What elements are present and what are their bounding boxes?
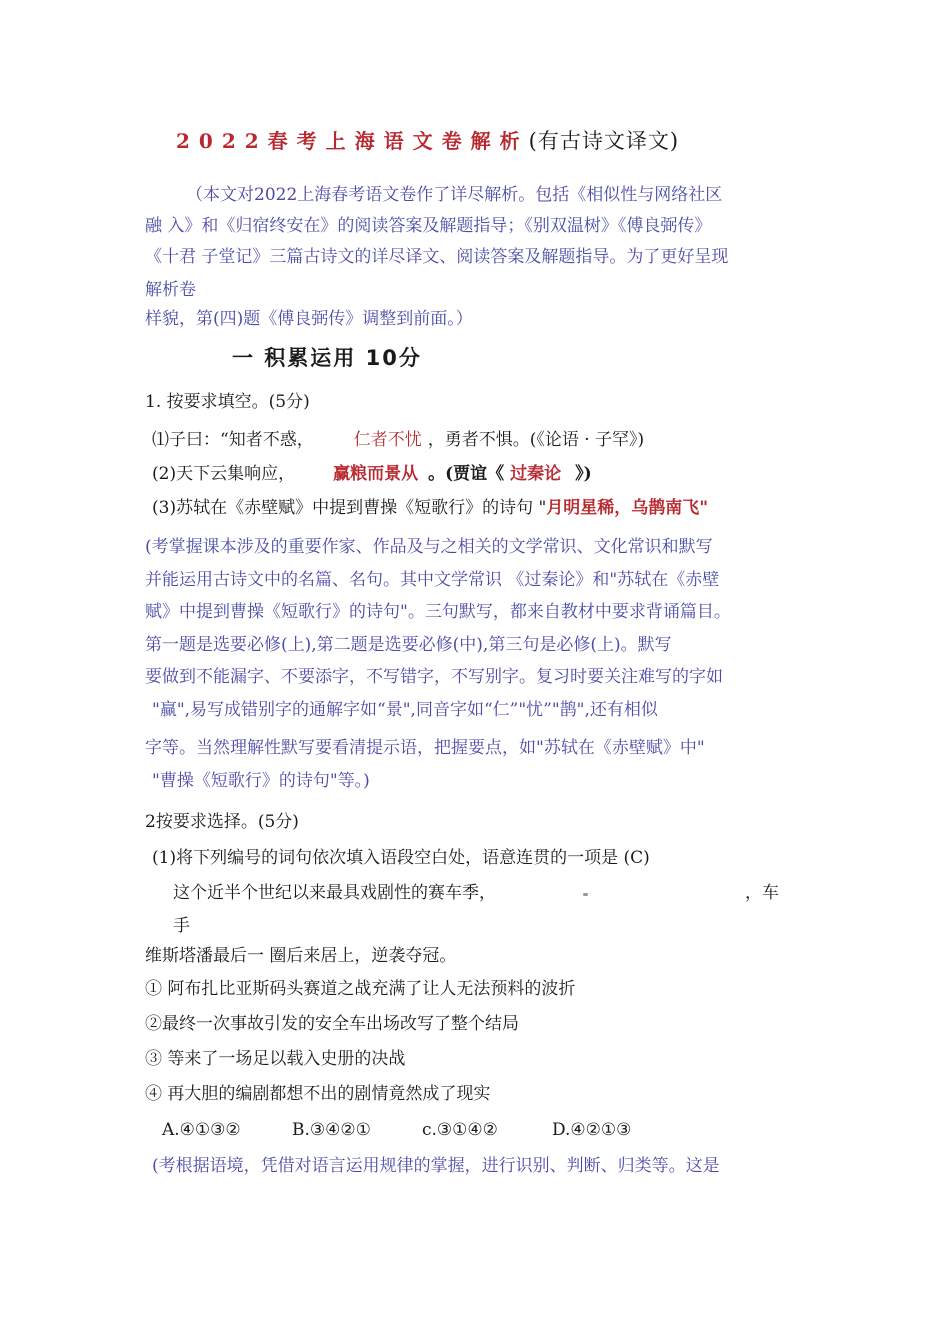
title-main: 2022春考上海语文卷解析 (176, 129, 529, 153)
q2-stem: 2按要求选择。(5分) (145, 812, 299, 832)
q1-analysis-2: 并能运用古诗文中的名篇、名句。其中文学常识 《过秦论》和"苏轼在《赤壁 (145, 570, 720, 590)
q2-passage-2: ，车 (745, 883, 779, 903)
q2-option-2: ②最终一次事故引发的安全车出场改写了整个结局 (145, 1014, 519, 1034)
page-title (176, 130, 679, 152)
q1-analysis-5: 要做到不能漏字、不要添字，不写错字，不写别字。复习时要关注难写的字如 (145, 667, 723, 687)
q2-choice-b: B.③④②① (292, 1120, 371, 1140)
q1-item-2-post: 》) (575, 464, 592, 484)
q2-analysis: (考根据语境，凭借对语言运用规律的掌握，进行识别、判断、归类等。这是 (152, 1156, 720, 1176)
q1-item-1-post: ，勇者不惧。(《论语 · 子罕》) (427, 430, 645, 450)
q1-analysis-3: 赋》中提到曹操《短歌行》的诗句"。三句默写，都来自教材中要求背诵篇目。 (145, 602, 731, 622)
q1-item-2 (152, 463, 592, 485)
title-sub: (有古诗文译文) (528, 129, 680, 153)
q1-item-2-answer: 赢粮而景从 (333, 464, 419, 484)
section-heading (232, 347, 422, 369)
intro-line-4: 解析卷 (145, 280, 196, 300)
q2-passage-3: 手 (173, 916, 190, 936)
q1-analysis-1: (考掌握课本涉及的重要作家、作品及与之相关的文学常识、文化常识和默写 (145, 537, 713, 557)
q2-sub1: (1)将下列编号的词句依次填入语段空白处，语意连贯的一项是 (C) (152, 848, 650, 868)
q2-choice-d: D.④②①③ (552, 1120, 632, 1140)
q1-item-1 (152, 429, 644, 451)
q1-analysis-6: "赢",易写成错别字的通解字如“景",同音字如“仁”"忧”"鹊",还有相似 (152, 700, 658, 720)
q1-item-3-answer: 月明星稀，乌鹊南飞" (546, 498, 709, 518)
section-score: 10分 (365, 346, 422, 370)
section-label: 一 积累运用 (232, 345, 357, 370)
q1-item-1-pre: ⑴子曰：“知者不惑， (152, 430, 314, 450)
q2-choice-a: A.④①③② (162, 1120, 241, 1140)
blank-mark (583, 893, 588, 896)
q2-choice-c: c.③①④② (422, 1120, 498, 1140)
intro-line-5: 样貌，第(四)题《傅良弼传》调整到前面。） (145, 309, 473, 329)
q1-item-1-answer: 仁者不忧 (353, 430, 422, 450)
q1-stem: 1. 按要求填空。(5分) (145, 392, 310, 412)
intro-line-3: 《十君 子堂记》三篇古诗文的详尽译文、阅读答案及解题指导。为了更好呈现 (145, 247, 729, 267)
q2-option-3: ③ 等来了一场足以载入史册的决战 (145, 1049, 406, 1069)
q1-analysis-4: 第一题是选要必修(上),第二题是选要必修(中),第三句是必修(上)。默写 (145, 635, 672, 655)
q2-passage-4: 维斯塔潘最后一 圈后来居上，逆袭夺冠。 (145, 946, 457, 966)
q1-item-2-pre: (2)天下云集响应， (152, 464, 296, 484)
intro-line-1: （本文对2022上海春考语文卷作了详尽解析。包括《相似性与网络社区 (186, 185, 723, 205)
q1-item-2-answer-2: 过秦论 (510, 464, 562, 484)
q1-item-3-pre: (3)苏轼在《赤壁赋》中提到曹操《短歌行》的诗句 " (152, 498, 547, 518)
q1-item-3 (152, 497, 708, 519)
intro-line-2: 融 入》和《归宿终安在》的阅读答案及解题指导；《别双温树》《傅良弼传》 (145, 216, 712, 236)
q2-option-1: ① 阿布扎比亚斯码头赛道之战充满了让人无法预料的波折 (145, 979, 576, 999)
q2-passage-1: 这个近半个世纪以来最具戏剧性的赛车季， (173, 883, 496, 903)
q1-item-2-mid: 。(贾谊《 (428, 464, 505, 484)
q1-analysis-8: "曹操《短歌行》的诗句"等。) (152, 771, 370, 791)
q2-option-4: ④ 再大胆的编剧都想不出的剧情竟然成了现实 (145, 1084, 491, 1104)
q1-analysis-7: 字等。当然理解性默写要看清提示语，把握要点，如"苏轼在《赤壁赋》中" (145, 738, 705, 758)
